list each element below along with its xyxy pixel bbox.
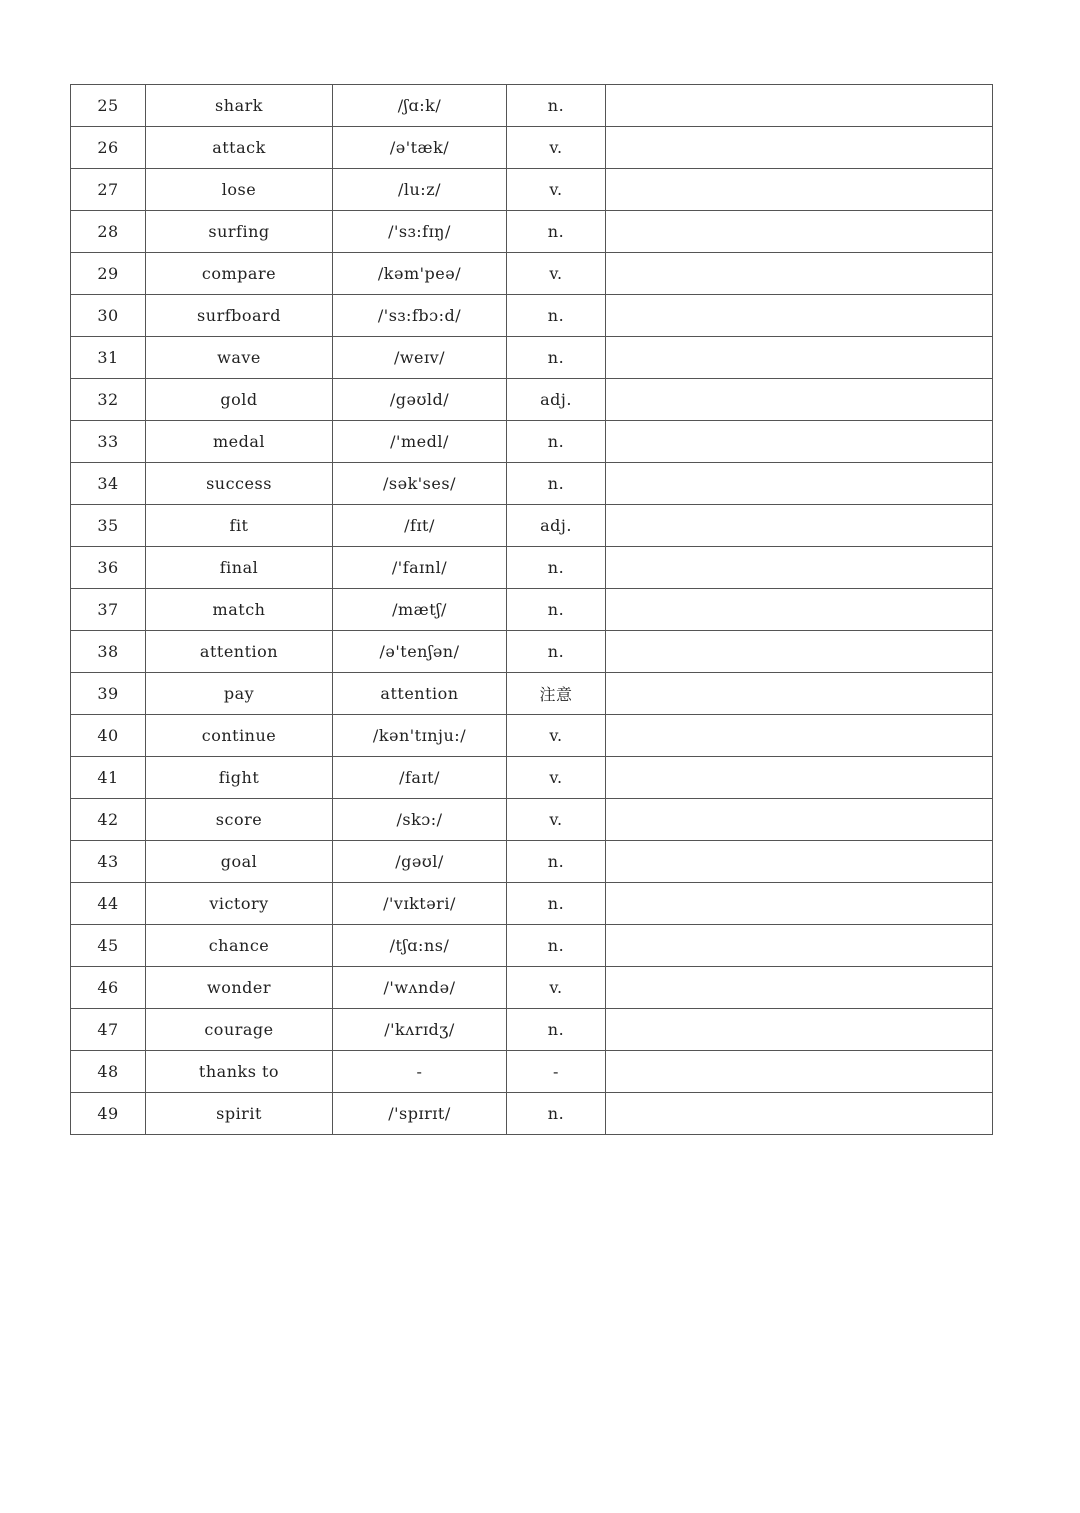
entry-meaning-blank (606, 505, 993, 547)
table-row (71, 505, 993, 547)
entry-meaning-blank (606, 547, 993, 589)
entry-meaning-blank (606, 715, 993, 757)
entry-word: match (146, 589, 333, 631)
entry-phonetic: - (333, 1051, 507, 1093)
entry-part-of-speech: - (507, 1051, 606, 1093)
table-row (71, 631, 993, 673)
entry-part-of-speech: n. (507, 841, 606, 883)
entry-phonetic: /'faɪnl/ (333, 547, 507, 589)
table-row (71, 337, 993, 379)
entry-word: surfboard (146, 295, 333, 337)
table-row (71, 169, 993, 211)
entry-part-of-speech: n. (507, 463, 606, 505)
entry-part-of-speech: n. (507, 211, 606, 253)
table-row (71, 547, 993, 589)
entry-word: attention (146, 631, 333, 673)
entry-phonetic: /'wʌndə/ (333, 967, 507, 1009)
entry-word: chance (146, 925, 333, 967)
entry-number: 25 (71, 85, 146, 127)
entry-number: 33 (71, 421, 146, 463)
table-row (71, 463, 993, 505)
entry-word: shark (146, 85, 333, 127)
entry-word: courage (146, 1009, 333, 1051)
table-row (71, 253, 993, 295)
table-row (71, 127, 993, 169)
table-row (71, 85, 993, 127)
entry-word: final (146, 547, 333, 589)
entry-number: 37 (71, 589, 146, 631)
entry-meaning-blank (606, 337, 993, 379)
entry-meaning-blank (606, 673, 993, 715)
entry-part-of-speech: n. (507, 295, 606, 337)
table-row (71, 295, 993, 337)
entry-number: 40 (71, 715, 146, 757)
entry-number: 42 (71, 799, 146, 841)
entry-number: 29 (71, 253, 146, 295)
entry-number: 39 (71, 673, 146, 715)
entry-meaning-blank (606, 883, 993, 925)
entry-word: lose (146, 169, 333, 211)
entry-number: 47 (71, 1009, 146, 1051)
entry-part-of-speech: adj. (507, 505, 606, 547)
entry-number: 43 (71, 841, 146, 883)
entry-part-of-speech: n. (507, 547, 606, 589)
table-row (71, 421, 993, 463)
entry-meaning-blank (606, 925, 993, 967)
entry-word: attack (146, 127, 333, 169)
entry-number: 35 (71, 505, 146, 547)
entry-meaning-blank (606, 253, 993, 295)
entry-phonetic: /ə'tenʃən/ (333, 631, 507, 673)
entry-phonetic: /skɔ:/ (333, 799, 507, 841)
entry-meaning-blank (606, 379, 993, 421)
entry-meaning-blank (606, 463, 993, 505)
entry-number: 26 (71, 127, 146, 169)
entry-part-of-speech: v. (507, 967, 606, 1009)
entry-word: goal (146, 841, 333, 883)
entry-meaning-blank (606, 967, 993, 1009)
entry-phonetic: /faɪt/ (333, 757, 507, 799)
entry-phonetic: /'sɜ:fɪŋ/ (333, 211, 507, 253)
entry-part-of-speech: v. (507, 799, 606, 841)
entry-meaning-blank (606, 211, 993, 253)
entry-word: continue (146, 715, 333, 757)
entry-number: 36 (71, 547, 146, 589)
table-row (71, 1093, 993, 1135)
entry-number: 30 (71, 295, 146, 337)
entry-phonetic: /lu:z/ (333, 169, 507, 211)
entry-number: 46 (71, 967, 146, 1009)
entry-meaning-blank (606, 1093, 993, 1135)
entry-part-of-speech: v. (507, 715, 606, 757)
entry-word: medal (146, 421, 333, 463)
entry-part-of-speech: n. (507, 883, 606, 925)
entry-number: 45 (71, 925, 146, 967)
entry-meaning-blank (606, 841, 993, 883)
entry-part-of-speech: v. (507, 127, 606, 169)
entry-phonetic: /gəʊld/ (333, 379, 507, 421)
entry-part-of-speech: 注意 (507, 673, 606, 715)
entry-number: 48 (71, 1051, 146, 1093)
entry-phonetic: /kən'tɪnju:/ (333, 715, 507, 757)
table-row (71, 967, 993, 1009)
entry-phonetic: /'kʌrɪdʒ/ (333, 1009, 507, 1051)
table-row (71, 379, 993, 421)
entry-word: wave (146, 337, 333, 379)
entry-phonetic: /tʃɑ:ns/ (333, 925, 507, 967)
entry-number: 41 (71, 757, 146, 799)
entry-word: gold (146, 379, 333, 421)
entry-number: 32 (71, 379, 146, 421)
entry-phonetic: /'sɜ:fbɔ:d/ (333, 295, 507, 337)
entry-meaning-blank (606, 127, 993, 169)
entry-phonetic: /kəm'peə/ (333, 253, 507, 295)
table-row (71, 841, 993, 883)
table-row (71, 1009, 993, 1051)
entry-meaning-blank (606, 799, 993, 841)
entry-meaning-blank (606, 1051, 993, 1093)
entry-part-of-speech: n. (507, 421, 606, 463)
table-row (71, 715, 993, 757)
entry-word: fit (146, 505, 333, 547)
table-row (71, 925, 993, 967)
entry-number: 28 (71, 211, 146, 253)
entry-part-of-speech: v. (507, 253, 606, 295)
entry-part-of-speech: v. (507, 169, 606, 211)
entry-meaning-blank (606, 757, 993, 799)
table-row (71, 799, 993, 841)
table-row (71, 589, 993, 631)
entry-word: success (146, 463, 333, 505)
entry-part-of-speech: n. (507, 1009, 606, 1051)
entry-word: score (146, 799, 333, 841)
entry-number: 44 (71, 883, 146, 925)
entry-phonetic: /weɪv/ (333, 337, 507, 379)
entry-phonetic: /'vɪktəri/ (333, 883, 507, 925)
entry-number: 34 (71, 463, 146, 505)
entry-part-of-speech: n. (507, 85, 606, 127)
entry-word: compare (146, 253, 333, 295)
vocabulary-table (70, 84, 993, 1135)
entry-phonetic: /sək'ses/ (333, 463, 507, 505)
entry-part-of-speech: adj. (507, 379, 606, 421)
entry-word: wonder (146, 967, 333, 1009)
entry-part-of-speech: v. (507, 757, 606, 799)
entry-meaning-blank (606, 1009, 993, 1051)
entry-number: 27 (71, 169, 146, 211)
entry-number: 49 (71, 1093, 146, 1135)
entry-meaning-blank (606, 85, 993, 127)
entry-phonetic: /fɪt/ (333, 505, 507, 547)
entry-phonetic: /gəʊl/ (333, 841, 507, 883)
table-row (71, 883, 993, 925)
entry-part-of-speech: n. (507, 1093, 606, 1135)
entry-meaning-blank (606, 169, 993, 211)
entry-phonetic: /ə'tæk/ (333, 127, 507, 169)
entry-word: victory (146, 883, 333, 925)
entry-word: pay (146, 673, 333, 715)
entry-meaning-blank (606, 631, 993, 673)
table-row (71, 757, 993, 799)
entry-phonetic: /ʃɑ:k/ (333, 85, 507, 127)
entry-meaning-blank (606, 589, 993, 631)
table-row (71, 673, 993, 715)
entry-word: spirit (146, 1093, 333, 1135)
entry-meaning-blank (606, 421, 993, 463)
entry-phonetic: /'medl/ (333, 421, 507, 463)
table-row (71, 1051, 993, 1093)
entry-meaning-blank (606, 295, 993, 337)
entry-phonetic: /mætʃ/ (333, 589, 507, 631)
entry-number: 38 (71, 631, 146, 673)
entry-word: fight (146, 757, 333, 799)
entry-phonetic: /'spɪrɪt/ (333, 1093, 507, 1135)
entry-word: thanks to (146, 1051, 333, 1093)
entry-word: surfing (146, 211, 333, 253)
table-row (71, 211, 993, 253)
entry-part-of-speech: n. (507, 589, 606, 631)
entry-phonetic: attention (333, 673, 507, 715)
entry-part-of-speech: n. (507, 337, 606, 379)
entry-part-of-speech: n. (507, 925, 606, 967)
entry-number: 31 (71, 337, 146, 379)
entry-part-of-speech: n. (507, 631, 606, 673)
